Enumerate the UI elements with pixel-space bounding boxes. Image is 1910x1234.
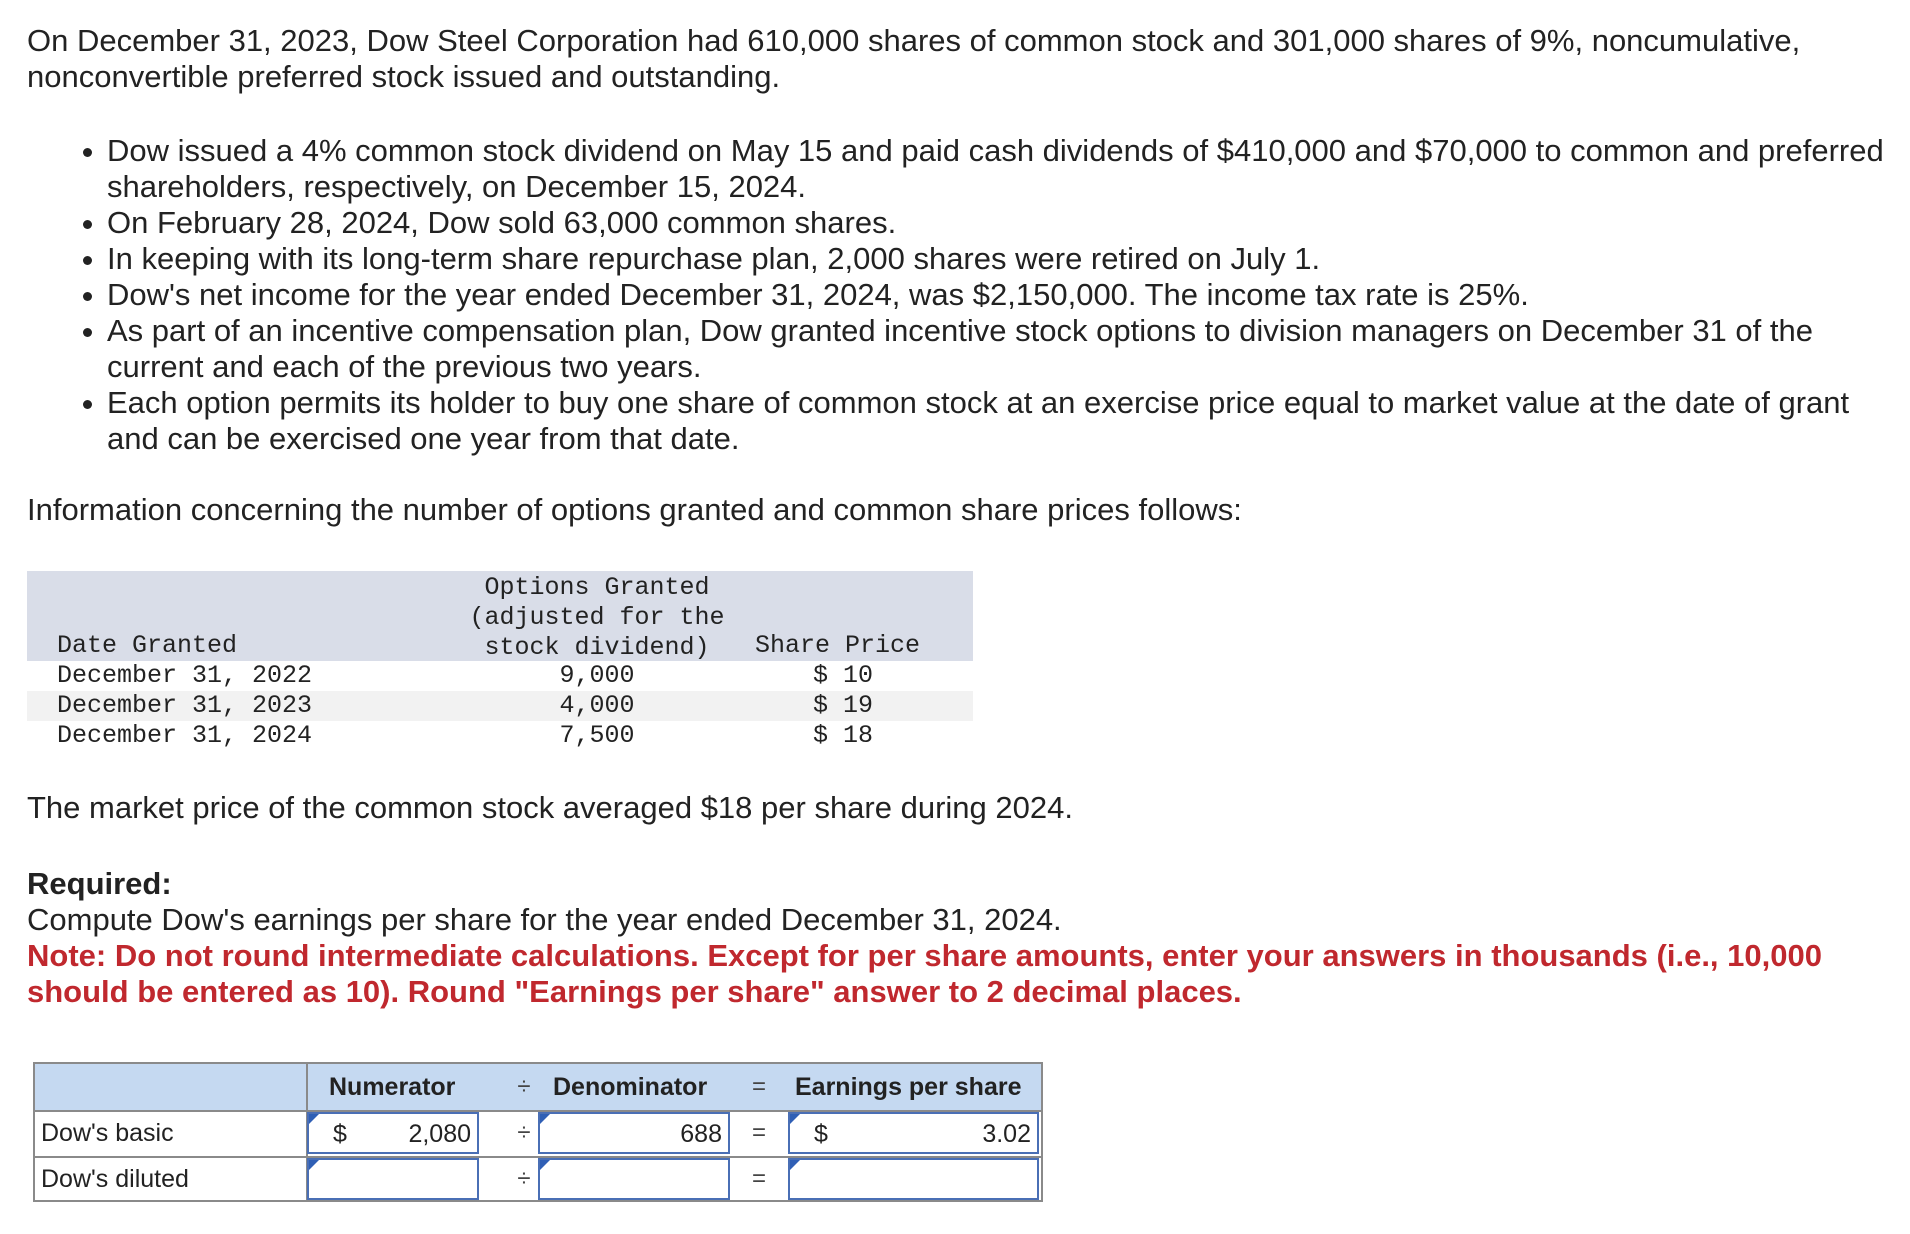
input-marker-icon	[790, 1160, 800, 1170]
denominator-header: Denominator	[553, 1073, 708, 1101]
table-row	[27, 691, 973, 721]
options-cell: 4,000	[559, 691, 635, 720]
equals-header: =	[751, 1073, 766, 1100]
info-text: Information concerning the number of options granted and common share prices follows:	[27, 492, 1242, 527]
date-cell: December 31, 2024	[57, 721, 313, 750]
list-item: In keeping with its long-term share repurchase plan, 2,000 shares were retired on July 1.	[27, 241, 1897, 277]
required-title: Required:	[27, 866, 172, 901]
list-item: Dow issued a 4% common stock dividend on May 15 and paid cash dividends of $410,000 and $70,000 to common and preferred shareholders, respectively, on December 15, 2024.	[27, 133, 1897, 205]
diluted-eps-input[interactable]	[788, 1158, 1039, 1200]
intro-paragraph: On December 31, 2023, Dow Steel Corporation had 610,000 shares of common stock and 301,000 shares of 9%, noncumulative, nonconvertible preferred stock issued and outstanding.	[27, 23, 1801, 94]
input-marker-icon	[540, 1160, 550, 1170]
table-row	[27, 661, 973, 691]
date-header: Date Granted	[57, 631, 238, 660]
note-text: Note: Do not round intermediate calculations. Except for per share amounts, enter your answers in thousands (i.e., 10,000 should be entered as 10). Round "Earnings per share" answer to 2 decimal places.	[27, 938, 1822, 1009]
equals-sign: =	[751, 1165, 766, 1192]
options-header: Options Granted (adjusted for the stock dividend)	[469, 573, 725, 662]
numerator-header: Numerator	[329, 1073, 456, 1101]
basic-denominator-input[interactable]: 688	[538, 1112, 730, 1154]
price-cell: $ 18	[813, 721, 874, 750]
price-header: Share Price	[755, 631, 921, 660]
input-marker-icon	[790, 1114, 800, 1124]
table-row	[27, 721, 973, 751]
date-cell: December 31, 2023	[57, 691, 313, 720]
required-text: Compute Dow's earnings per share for the year ended December 31, 2024.	[27, 902, 1062, 937]
divide-sign: ÷	[517, 1119, 531, 1146]
facts-list	[27, 133, 1897, 457]
basic-numerator-input[interactable]: $ 2,080	[307, 1112, 479, 1154]
divide-sign: ÷	[517, 1165, 531, 1192]
basic-eps-input[interactable]: $ 3.02	[788, 1112, 1039, 1154]
input-marker-icon	[309, 1160, 319, 1170]
diluted-denominator-input[interactable]	[538, 1158, 730, 1200]
price-cell: $ 19	[813, 691, 874, 720]
options-table-header	[27, 571, 973, 661]
equals-sign: =	[751, 1119, 766, 1146]
diluted-numerator-input[interactable]	[307, 1158, 479, 1200]
eps-header: Earnings per share	[795, 1073, 1022, 1101]
input-marker-icon	[309, 1114, 319, 1124]
list-item: Each option permits its holder to buy one share of common stock at an exercise price equal to market value at the date of grant and can be exercised one year from that date.	[27, 385, 1897, 457]
options-cell: 9,000	[559, 661, 635, 690]
list-item: Dow's net income for the year ended December 31, 2024, was $2,150,000. The income tax rate is 25%.	[27, 277, 1897, 313]
input-marker-icon	[540, 1114, 550, 1124]
date-cell: December 31, 2022	[57, 661, 313, 690]
options-cell: 7,500	[559, 721, 635, 750]
list-item: On February 28, 2024, Dow sold 63,000 common shares.	[27, 205, 1897, 241]
eps-answer-table	[33, 1062, 1043, 1202]
options-table	[27, 571, 973, 751]
row-label-basic: Dow's basic	[41, 1119, 174, 1147]
market-price-text: The market price of the common stock averaged $18 per share during 2024.	[27, 790, 1073, 825]
price-cell: $ 10	[813, 661, 874, 690]
row-label-diluted: Dow's diluted	[41, 1165, 189, 1193]
divide-header: ÷	[517, 1073, 531, 1100]
list-item: As part of an incentive compensation plan, Dow granted incentive stock options to division managers on December 31 of the current and each of the previous two years.	[27, 313, 1897, 385]
